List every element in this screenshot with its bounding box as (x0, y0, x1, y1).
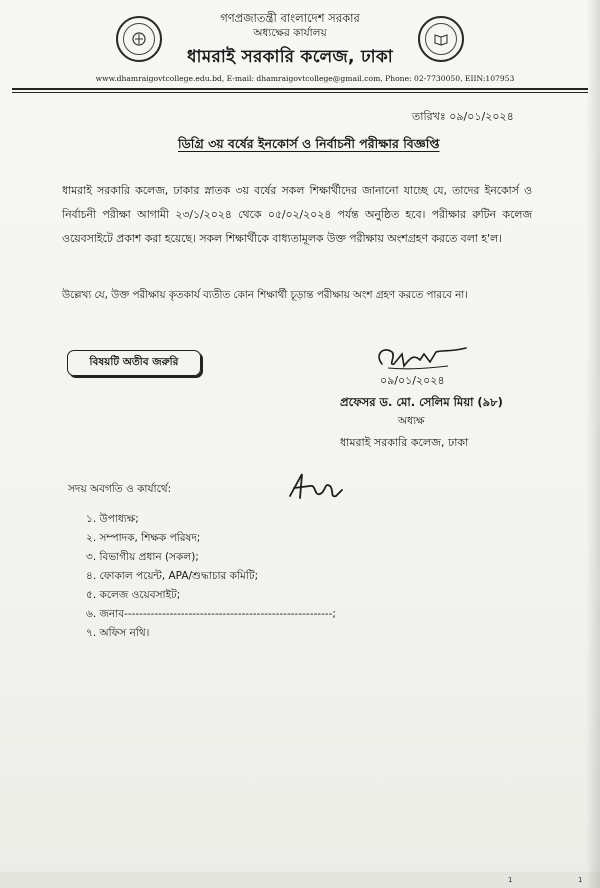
list-item: ৭. অফিস নথি। (86, 627, 150, 639)
page-number-left: 1 (508, 876, 513, 884)
list-item: ৬. জনাব-------------------------------------------------------; (86, 608, 336, 620)
list-item: ৪. ফোকাল পয়েন্ট, APA/শুদ্ধাচার কমিটি; (86, 570, 259, 582)
list-item: ৫. কলেজ ওয়েবসাইট; (86, 589, 181, 601)
page-number-right: 1 (578, 876, 583, 884)
notice-date: তারিখঃ ০৯/০১/২০২৪ (412, 110, 514, 123)
list-item: ১. উপাধ্যক্ষ; (86, 513, 139, 525)
notice-body: ধামরাই সরকারি কলেজ, ঢাকার স্নাতক ৩য় বর্ষের সকল শিক্ষার্থীদের জানানো যাচ্ছে যে, তাদের ইনকোর্স ও নির্বাচনী পরীক্ষা আগামী ২৩/১/২০২৪ থেকে ০৫/০২/২০২৪ পর্যন্ত অনুষ্ঠিত হবে। পরীক্ষার রুটিন কলেজ ওয়েবসাইটে প্রকাশ করা হয়েছে। সকল শিক্ষার্থীকে বাধ্যতামূলক উক্ত পরীক্ষায় অংশগ্রহণ করতে বলা হ'ল। (62, 184, 532, 245)
urgent-label-box: বিষয়টি অতীব জরুরি (67, 350, 201, 376)
cc-heading: সদয় অবগতি ও কার্যার্থে: (68, 483, 172, 495)
seal-emblem-icon (123, 23, 155, 55)
signature-date: ০৯/০১/২০২৪ (380, 374, 445, 387)
signer-college: ধামরাই সরকারি কলেজ, ঢাকা (340, 436, 469, 449)
contact-line: www.dhamraigovtcollege.edu.bd, E-mail: dhamraigovtcollege@gmail.com, Phone: 02-7730050, EIIN:107953 (95, 74, 515, 83)
handwritten-initial (280, 468, 350, 508)
government-seal-logo (116, 16, 162, 62)
list-item: ২. সম্পাদক, শিক্ষক পরিষদ; (86, 532, 201, 544)
book-emblem-icon (425, 23, 457, 55)
list-item: ৩. বিভাগীয় প্রধান (সকল); (86, 551, 199, 563)
header-rule-thin (12, 92, 588, 93)
signer-title: অধ্যক্ষ (398, 415, 425, 427)
college-seal-logo (418, 16, 464, 62)
notice-note: উল্লেখ্য যে, উক্ত পরীক্ষায় কৃতকার্য ব্যতীত কোন শিক্ষার্থী চূড়ান্ত পরীক্ষায় অংশ গ্রহণ করতে পারবে না। (62, 289, 468, 301)
page-edge-shadow (586, 0, 600, 888)
college-name: ধামরাই সরকারি কলেজ, ঢাকা (187, 47, 393, 67)
header-rule-thick (12, 88, 588, 90)
government-name: গণপ্রজাতন্ত্রী বাংলাদেশ সরকার (220, 11, 360, 25)
signer-name: প্রফেসর ড. মো. সেলিম মিয়া (৯৮) (340, 395, 503, 409)
notice-title: ডিগ্রি ৩য় বর্ষের ইনকোর্স ও নির্বাচনী পরীক্ষার বিজ্ঞপ্তি (178, 136, 440, 151)
office-name: অধ্যক্ষের কার্যালয় (253, 27, 327, 39)
